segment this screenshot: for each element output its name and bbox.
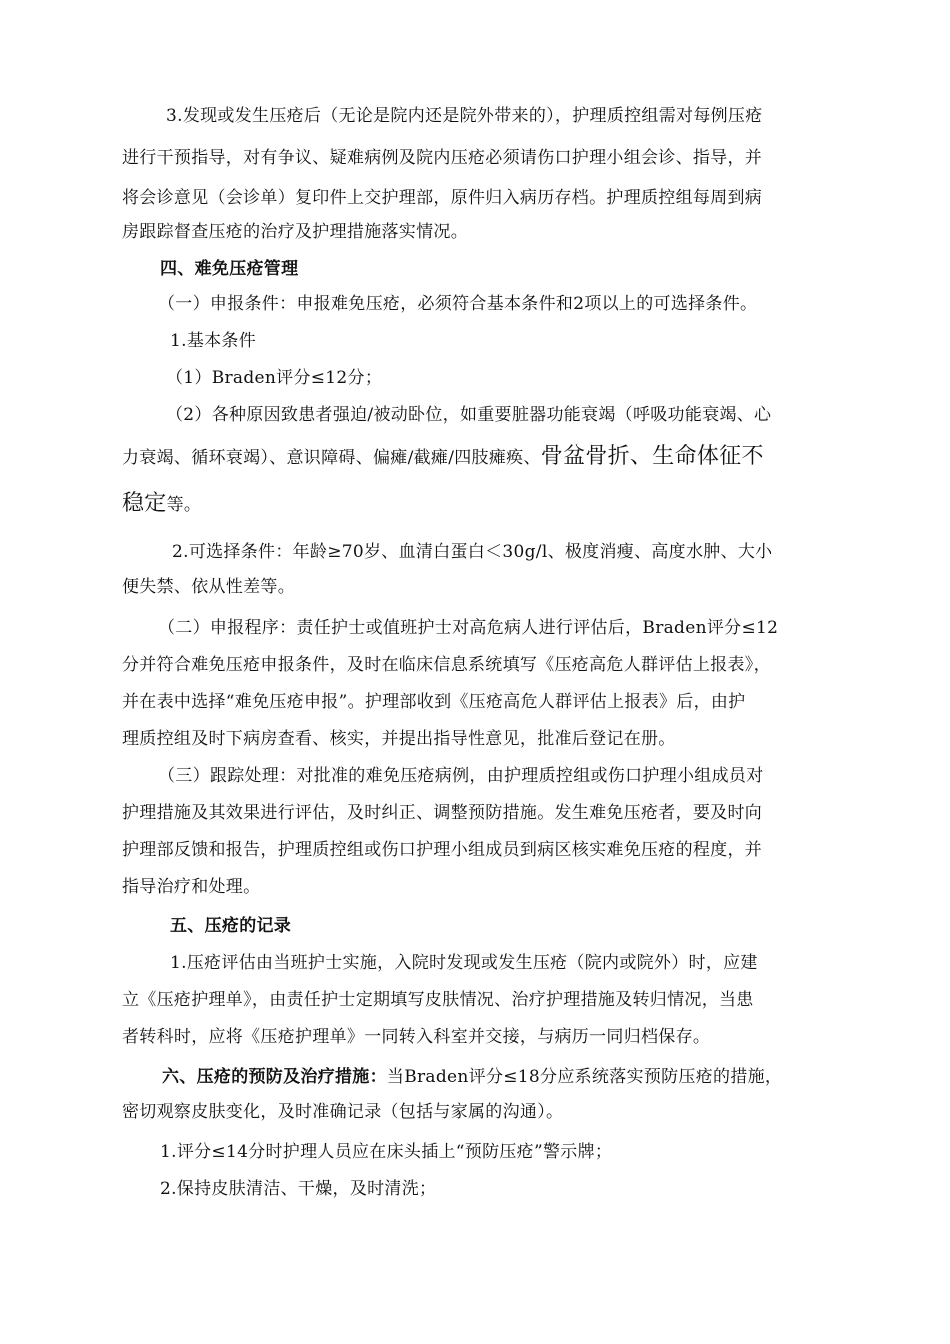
paragraph-line: 指导治疗和处理。 xyxy=(122,877,261,897)
paragraph-line: 密切观察皮肤变化，及时准确记录（包括与家属的沟通）。 xyxy=(122,1102,564,1122)
section-heading: 五、压疮的记录 xyxy=(170,916,292,936)
list-item: （1）Braden评分≤12分； xyxy=(166,368,383,388)
paragraph-line xyxy=(122,446,764,469)
paragraph-line: 将会诊意见（会诊单）复印件上交护理部，原件归入病历存档。护理质控组每周到病 xyxy=(122,188,763,208)
paragraph-line: 1.压疮评估由当班护士实施，入院时发现或发生压疮（院内或院外）时，应建 xyxy=(170,953,758,973)
subsection-title: 1.基本条件 xyxy=(170,331,257,351)
paragraph-line xyxy=(122,493,201,516)
text-span: 骨盆骨折、生命体征不 xyxy=(540,444,764,469)
paragraph-line: 护理措施及其效果进行评估，及时纠正、调整预防措施。发生难免压疮者，要及时向 xyxy=(122,803,763,823)
paragraph-line: （一）申报条件：申报难免压疮，必须符合基本条件和2项以上的可选择条件。 xyxy=(158,294,758,314)
text-span: 当Braden评分≤18分应系统落实预防压疮的措施， xyxy=(386,1067,783,1087)
paragraph-line: 理质控组及时下病房查看、核实，并提出指导性意见，批准后登记在册。 xyxy=(122,729,676,749)
paragraph-line: 护理部反馈和报告，护理质控组或伤口护理小组成员到病区核实难免压疮的程度，并 xyxy=(122,840,763,860)
paragraph-line: 分并符合难免压疮申报条件，及时在临床信息系统填写《压疮高危人群评估上报表》， xyxy=(122,655,771,675)
section-heading: 六、压疮的预防及治疗措施： xyxy=(162,1067,387,1087)
list-item: 1.评分≤14分时护理人员应在床头插上“预防压疮”警示牌； xyxy=(160,1142,613,1162)
paragraph-line: （三）跟踪处理：对批准的难免压疮病例，由护理质控组或伤口护理小组成员对 xyxy=(158,766,764,786)
text-span: 等。 xyxy=(166,495,202,515)
list-item: 2.保持皮肤清洁、干燥，及时清洗； xyxy=(160,1179,437,1199)
text-span: 稳定 xyxy=(122,491,167,516)
paragraph-line: （2）各种原因致患者强迫/被动卧位，如重要脏器功能衰竭（呼吸功能衰竭、心 xyxy=(166,405,772,425)
text-span: 力衰竭、循环衰竭）、意识障碍、偏瘫/截瘫/四肢瘫痪、 xyxy=(122,448,541,468)
paragraph-line: 房跟踪督查压疮的治疗及护理措施落实情况。 xyxy=(122,222,468,242)
paragraph-line: 并在表中选择“难免压疮申报”。护理部收到《压疮高危人群评估上报表》后，由护 xyxy=(122,692,746,712)
paragraph-line: 便失禁、依从性差等。 xyxy=(122,577,295,597)
section-heading: 四、难免压疮管理 xyxy=(160,259,299,279)
paragraph-line: 2.可选择条件：年龄≥70岁、血清白蛋白＜30g/l、极度消瘦、高度水肿、大小 xyxy=(172,542,773,562)
paragraph-line: 者转科时，应将《压疮护理单》一同转入科室并交接，与病历一同归档保存。 xyxy=(122,1027,711,1047)
paragraph-line: 进行干预指导，对有争议、疑难病例及院内压疮必须请伤口护理小组会诊、指导，并 xyxy=(122,148,763,168)
paragraph-line: 3.发现或发生压疮后（无论是院内还是院外带来的），护理质控组需对每例压疮 xyxy=(166,106,763,126)
paragraph-line: 立《压疮护理单》，由责任护士定期填写皮肤情况、治疗护理措施及转归情况，当患 xyxy=(122,990,754,1010)
paragraph-line xyxy=(162,1066,782,1088)
paragraph-line: （二）申报程序：责任护士或值班护士对高危病人进行评估后，Braden评分≤12 xyxy=(158,618,779,638)
